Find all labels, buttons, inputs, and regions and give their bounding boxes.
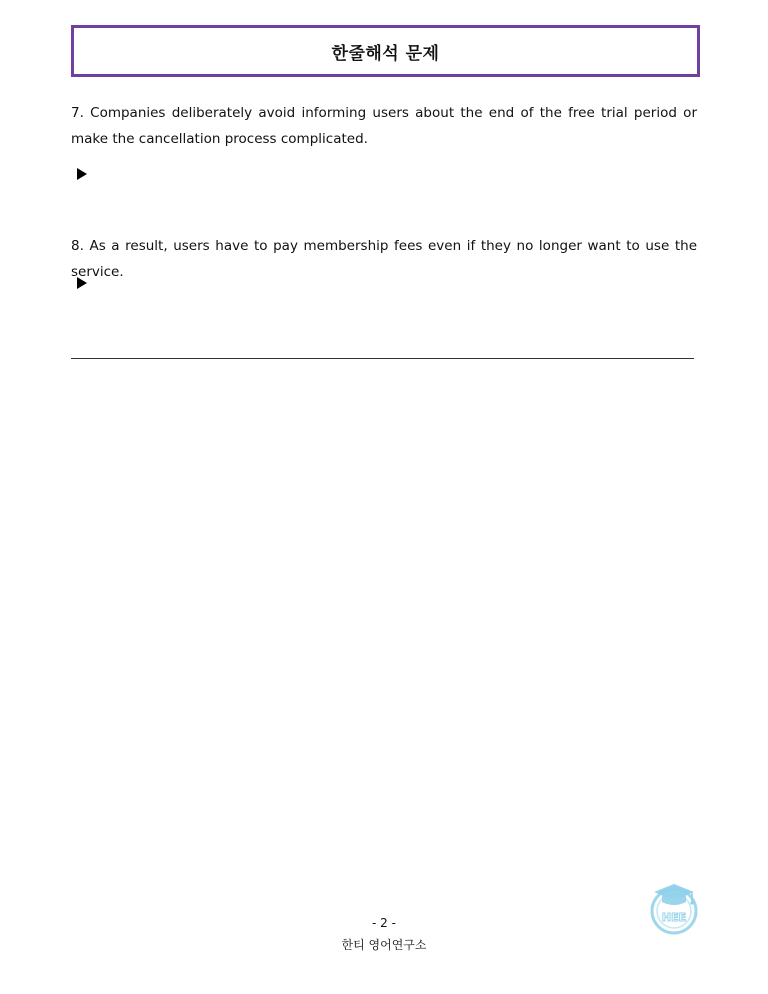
page-number: - 2 - xyxy=(372,916,396,930)
title-box xyxy=(71,25,700,77)
question-7-text: 7. Companies deliberately avoid informing users about the end of the free trial period or make the cancellation process complicated. xyxy=(71,105,697,147)
graduation-cap-badge-icon xyxy=(648,880,700,936)
logo-text: HEE xyxy=(661,911,687,924)
page-title: 한줄해석 문제 xyxy=(331,43,440,64)
section-divider xyxy=(71,358,694,359)
answer-arrow-icon xyxy=(77,168,87,180)
answer-arrow-icon xyxy=(77,277,87,289)
footer-organization: 한티 영어연구소 xyxy=(341,938,427,952)
question-8-text: 8. As a result, users have to pay membership fees even if they no longer want to use the service. xyxy=(71,238,697,280)
